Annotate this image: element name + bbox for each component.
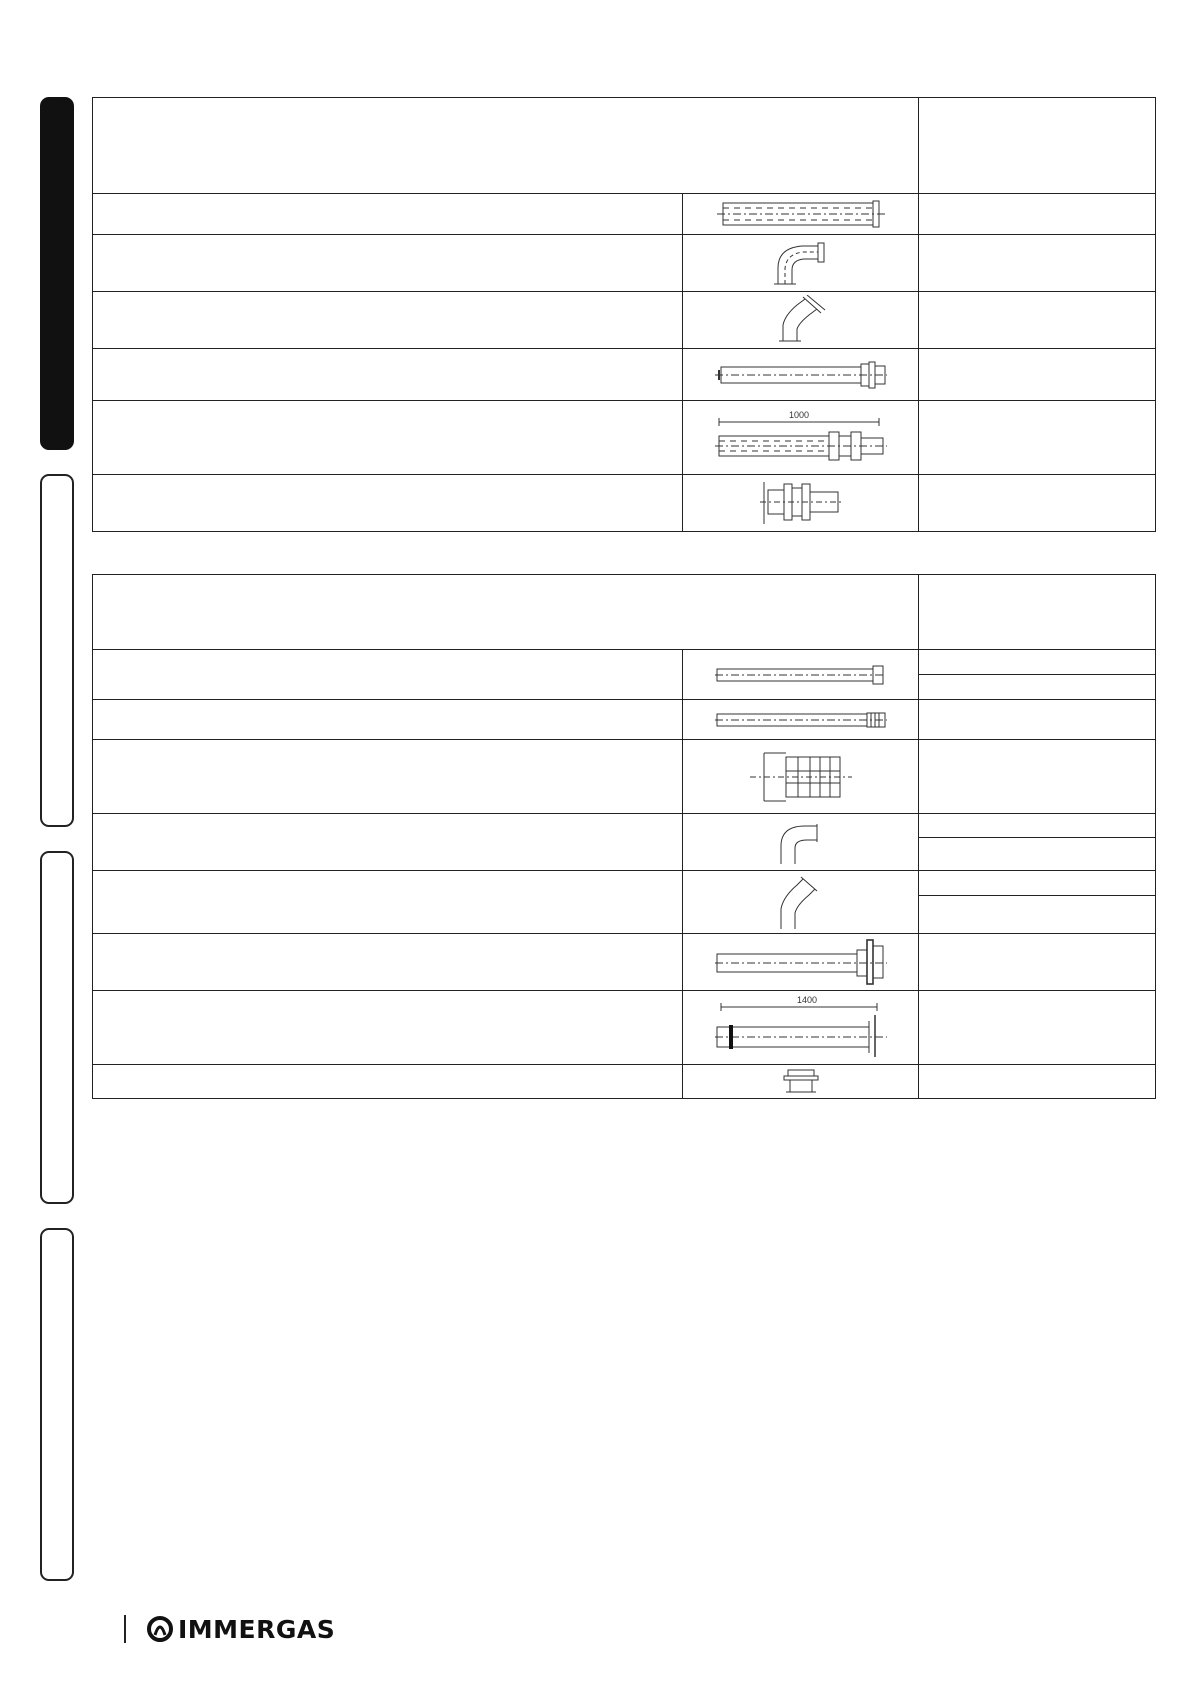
row-drawing [683, 934, 919, 991]
table-header-row [93, 98, 1156, 194]
footer-divider [124, 1615, 126, 1643]
row-code-split [919, 650, 1156, 700]
table-row [93, 1065, 1156, 1099]
row-description [93, 650, 683, 700]
bend-45-icon [771, 295, 831, 345]
row-drawing [683, 740, 919, 814]
row-code [919, 838, 1155, 870]
row-drawing [683, 991, 919, 1065]
table-row [93, 814, 1156, 871]
row-description [93, 1065, 683, 1099]
row-code-split [919, 814, 1156, 871]
row-description [93, 740, 683, 814]
table-row [93, 235, 1156, 292]
table-row [93, 740, 1156, 814]
row-description [93, 235, 683, 292]
header-cell-code [919, 575, 1156, 650]
wall-terminal-icon [711, 936, 891, 988]
row-drawing [683, 349, 919, 401]
bend-45-icon [771, 873, 831, 931]
row-description [93, 475, 683, 532]
row-drawing [683, 475, 919, 532]
side-tab-2[interactable] [40, 474, 74, 827]
concentric-pipe-icon [711, 199, 891, 229]
row-drawing [683, 814, 919, 871]
row-code [919, 871, 1155, 896]
table-row [93, 292, 1156, 349]
row-code-split [919, 871, 1156, 934]
immergas-logo-icon [146, 1615, 174, 1643]
table-row [93, 475, 1156, 532]
table-row [93, 650, 1156, 700]
terminal-cap-icon [776, 1067, 826, 1097]
row-description [93, 991, 683, 1065]
row-drawing [683, 235, 919, 292]
row-description [93, 349, 683, 401]
terminal-extension-icon [711, 995, 891, 1061]
row-description [93, 934, 683, 991]
row-code [919, 991, 1156, 1065]
bend-90-icon [771, 818, 831, 866]
row-code [919, 814, 1155, 838]
straight-pipe-icon [711, 706, 891, 734]
row-description [93, 871, 683, 934]
row-description [93, 814, 683, 871]
row-description [93, 401, 683, 475]
terminal-extension-icon [711, 406, 891, 470]
header-cell-code [919, 98, 1156, 194]
header-cell-description [93, 98, 919, 194]
row-code [919, 349, 1156, 401]
parts-table-1 [92, 97, 1156, 532]
row-code [919, 401, 1156, 475]
row-code [919, 1065, 1156, 1099]
row-drawing [683, 292, 919, 349]
table-row [93, 401, 1156, 475]
flue-terminal-icon [711, 358, 891, 392]
brand-name: IMMERGAS [178, 1614, 336, 1644]
table-header-row [93, 575, 1156, 650]
table-row [93, 991, 1156, 1065]
table-row [93, 934, 1156, 991]
adapter-icon [746, 745, 856, 809]
row-code [919, 896, 1155, 933]
table-row [93, 700, 1156, 740]
row-code [919, 675, 1155, 699]
dimension-label: 1000 [788, 409, 809, 420]
row-drawing [683, 650, 919, 700]
parts-table-2 [92, 574, 1156, 1099]
table-row [93, 349, 1156, 401]
row-code [919, 700, 1156, 740]
row-drawing [683, 1065, 919, 1099]
row-drawing [683, 700, 919, 740]
row-description [93, 700, 683, 740]
row-drawing [683, 871, 919, 934]
row-code [919, 740, 1156, 814]
table-row [93, 871, 1156, 934]
adapter-icon [756, 478, 846, 528]
header-cell-description [93, 575, 919, 650]
row-description [93, 194, 683, 235]
dimension-label: 1400 [796, 994, 817, 1005]
side-tab-1[interactable] [40, 97, 74, 450]
side-tab-4[interactable] [40, 1228, 74, 1581]
row-code [919, 475, 1156, 532]
row-code [919, 651, 1155, 675]
row-code [919, 934, 1156, 991]
row-code [919, 292, 1156, 349]
row-description [93, 292, 683, 349]
brand-logo [146, 1614, 335, 1644]
row-drawing [683, 401, 919, 475]
row-drawing [683, 194, 919, 235]
side-tab-3[interactable] [40, 851, 74, 1204]
straight-pipe-icon [711, 660, 891, 690]
row-code [919, 235, 1156, 292]
table-row [93, 194, 1156, 235]
row-code [919, 194, 1156, 235]
bend-90-icon [766, 238, 836, 288]
